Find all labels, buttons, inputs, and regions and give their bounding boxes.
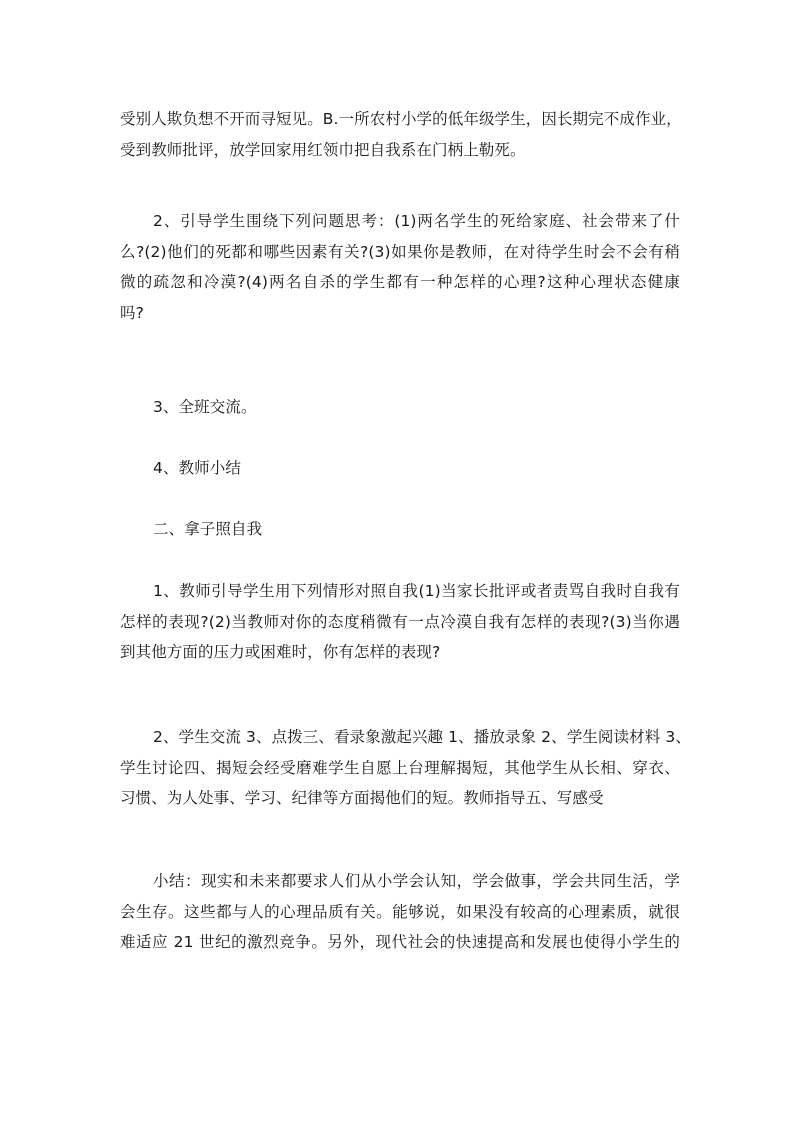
text-line: 3、全班交流。 [153, 398, 257, 416]
text-line: 受别人欺负想不开而寻短见。B.一所农村小学的低年级学生，因长期完不成作业， [120, 110, 682, 128]
text-line: 微的疏忽和冷漠?(4)两名自杀的学生都有一种怎样的心理?这种心理状态健康 [120, 273, 680, 291]
paragraph-7 [120, 722, 691, 814]
paragraph-2 [120, 206, 680, 328]
text-line: 二、拿子照自我 [153, 520, 263, 538]
text-line: 到其他方面的压力或困难时，你有怎样的表现? [120, 643, 441, 661]
text-line: 2、引导学生围绕下列问题思考：(1)两名学生的死给家庭、社会带来了什 [153, 212, 680, 230]
section-heading [120, 514, 680, 545]
text-line: 受到教师批评，放学回家用红领巾把自我系在门柄上勒死。 [120, 140, 526, 159]
text-line: 1、教师引导学生用下列情形对照自我(1)当家长批评或者责骂自我时自我有 [153, 582, 680, 600]
paragraph-6 [120, 576, 680, 668]
text-line: 学生讨论四、揭短会经受磨难学生自愿上台理解揭短，其他学生从长相、穿衣、 [120, 758, 680, 777]
paragraph-1 [120, 104, 680, 165]
text-line: 吗? [120, 303, 144, 322]
paragraph-3 [120, 392, 680, 423]
text-line: 小结：现实和未来都要求人们从小学会认知，学会做事，学会共同生活，学 [153, 872, 680, 890]
paragraph-8 [120, 866, 680, 958]
text-line: 怎样的表现?(2)当教师对你的态度稍微有一点冷漠自我有怎样的表现?(3)当你遇 [120, 612, 680, 631]
paragraph-4 [120, 453, 680, 484]
text-line: 4、教师小结 [153, 459, 241, 477]
text-line: 么?(2)他们的死都和哪些因素有关?(3)如果你是教师，在对待学生时会不会有稍 [120, 242, 680, 261]
text-line: 习惯、为人处事、学习、纪律等方面揭他们的短。教师指导五、写感受 [120, 789, 604, 807]
text-line: 2、学生交流 3、点拨三、看录象激起兴趣 1、播放录象 2、学生阅读材料 3、 [153, 728, 691, 746]
text-line: 会生存。这些都与人的心理品质有关。能够说，如果没有较高的心理素质，就很 [120, 902, 680, 921]
text-line: 难适应 21 世纪的激烈竞争。另外，现代社会的快速提高和发展也使得小学生的 [120, 933, 680, 951]
